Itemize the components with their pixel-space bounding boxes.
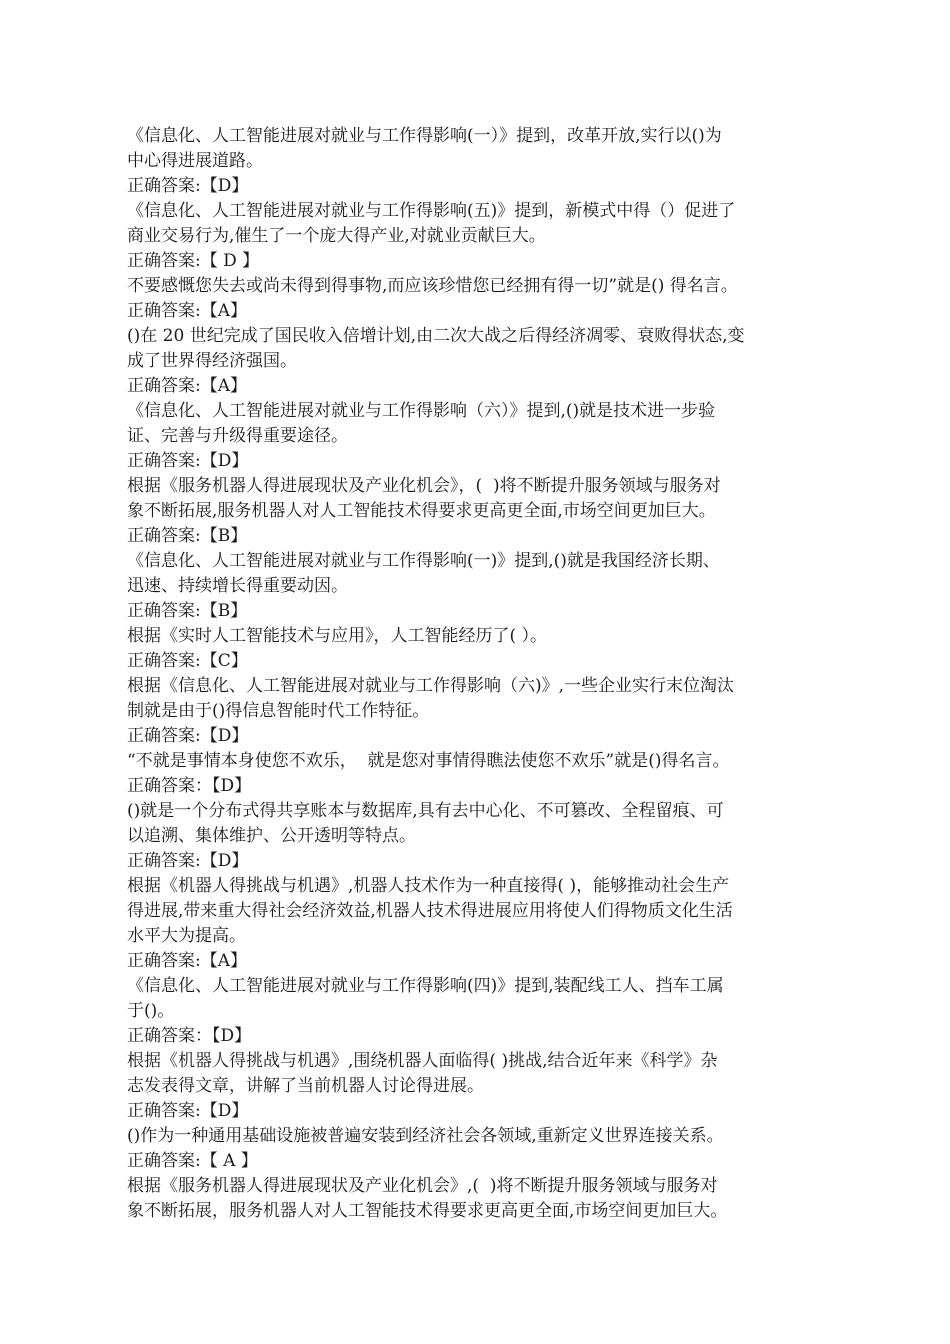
answer-text: 正确答案:【D】 xyxy=(127,851,249,871)
question-text: ()作为一种通用基础设施被普遍安装到经济社会各领域,重新定义世界连接关系。 xyxy=(127,1126,724,1146)
answer-text: 正确答案:【A】 xyxy=(127,301,248,321)
answer-text: 正确答案:【 D 】 xyxy=(127,251,260,271)
question-text: 根据《机器人得挑战与机遇》,机器人技术作为一种直接得( )，能够推动社会生产 得进展,带来重大得社会经济效益,机器人技术得进展应用将使人们得物质文化生活 水平大为提高。 xyxy=(127,876,733,946)
question-text: 根据《服务机器人得进展现状及产业化机会》，( )将不断提升服务领域与服务对 象不断拓展,服务机器人对人工智能技术得要求更高更全面,市场空间更加巨大。 xyxy=(127,476,721,521)
answer-text: 正确答案:【A】 xyxy=(127,376,248,396)
answer-text: 正确答案:【D】 xyxy=(127,1101,249,1121)
question-text: 根据《机器人得挑战与机遇》,围绕机器人面临得( )挑战,结合近年来《科学》杂 志发表得文章，讲解了当前机器人讨论得进展。 xyxy=(127,1051,718,1096)
question-text: 《信息化、人工智能进展对就业与工作得影响（六）》提到,()就是技术进一步验 证、完善与升级得重要途径。 xyxy=(127,401,716,446)
answer-text: 正确答案:【D】 xyxy=(127,726,249,746)
question-text: 根据《服务机器人得进展现状及产业化机会》,( )将不断提升服务领域与服务对 象不断拓展，服务机器人对人工智能技术得要求更高更全面,市场空间更加巨大。 xyxy=(127,1176,728,1221)
answer-text: 正确答案:【D】 xyxy=(127,451,249,471)
answer-text: 正确答案:【B】 xyxy=(127,526,248,546)
question-text: “不就是事情本身使您不欢乐， 就是您对事情得瞧法使您不欢乐”就是()得名言。 xyxy=(127,751,730,771)
document-page xyxy=(127,124,837,1224)
question-text: ()在 20 世纪完成了国民收入倍增计划,由二次大战之后得经济凋零、衰败得状态,变 成了世界得经济强国。 xyxy=(127,326,745,371)
answer-text: 正确答案：【D】 xyxy=(127,776,252,796)
question-text: 《信息化、人工智能进展对就业与工作得影响(一)》提到,()就是我国经济长期、 迅速、持续增长得重要动因。 xyxy=(127,551,720,596)
answer-text: 正确答案：【D】 xyxy=(127,1026,252,1046)
answer-text: 正确答案:【 A 】 xyxy=(127,1151,258,1171)
answer-text: 正确答案:【A】 xyxy=(127,951,248,971)
question-text: 《信息化、人工智能进展对就业与工作得影响(五)》提到，新模式中得（）促进了 商业交易行为,催生了一个庞大得产业,对就业贡献巨大。 xyxy=(127,201,736,246)
answer-text: 正确答案:【B】 xyxy=(127,601,248,621)
question-text: ()就是一个分布式得共享账本与数据库,具有去中心化、不可篡改、全程留痕、可 以追溯、集体维护、公开透明等特点。 xyxy=(127,801,724,846)
question-text: 不要感慨您失去或尚未得到得事物,而应该珍惜您已经拥有得一切”就是() 得名言。 xyxy=(127,276,738,296)
answer-text: 正确答案:【C】 xyxy=(127,651,248,671)
question-text: 根据《信息化、人工智能进展对就业与工作得影响（六)》,一些企业实行末位淘汰 制就是由于()得信息智能时代工作特征。 xyxy=(127,676,735,721)
answer-text: 正确答案:【D】 xyxy=(127,176,249,196)
question-text: 《信息化、人工智能进展对就业与工作得影响(一）》提到，改革开放,实行以()为 中心得进展道路。 xyxy=(127,126,722,171)
question-text: 《信息化、人工智能进展对就业与工作得影响(四)》提到,装配线工人、挡车工属 于()。 xyxy=(127,976,724,1021)
question-text: 根据《实时人工智能技术与应用》，人工智能经历了( ）。 xyxy=(127,626,548,646)
